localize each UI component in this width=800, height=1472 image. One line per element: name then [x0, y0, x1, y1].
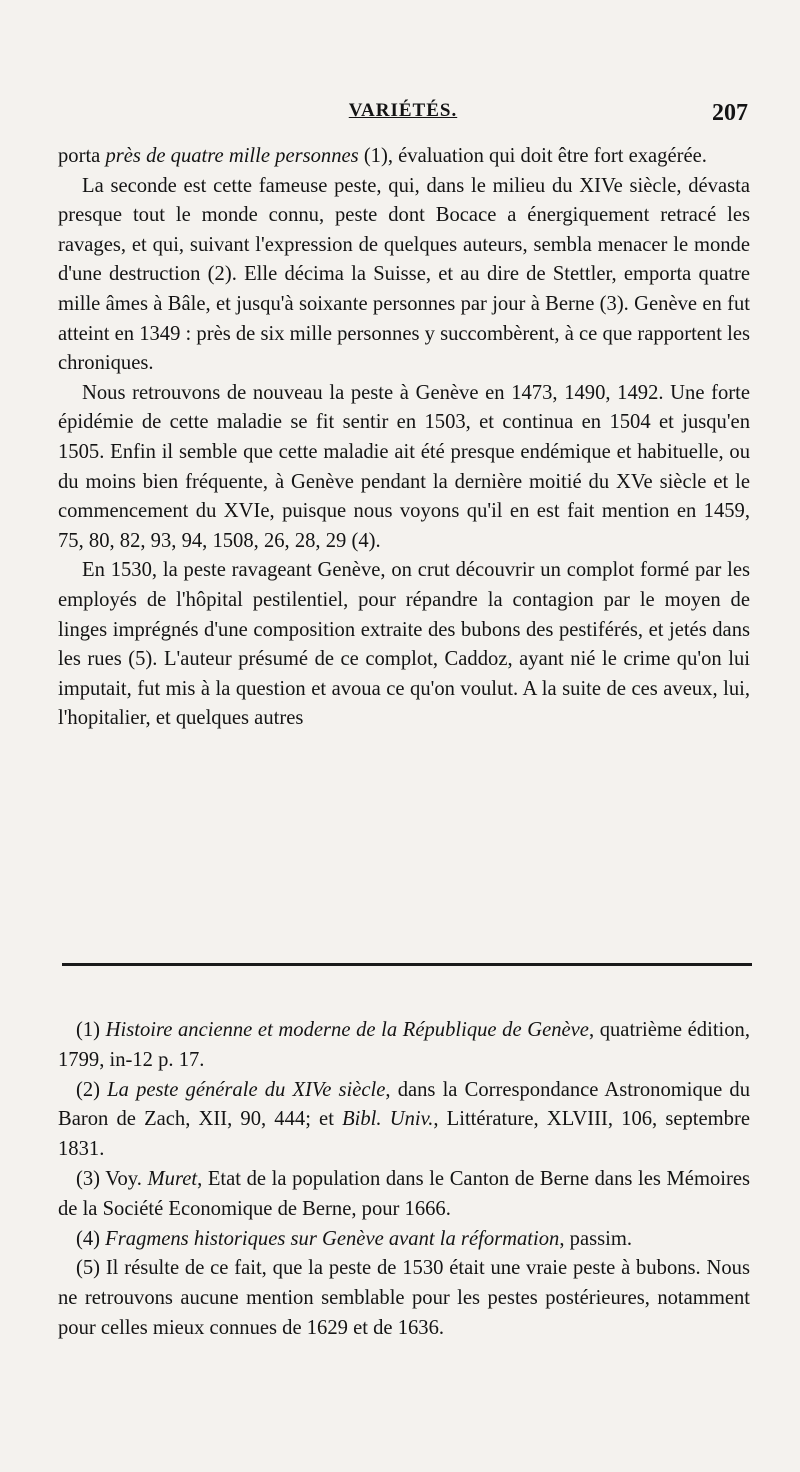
paragraph-1-emphasis: près de quatre mille personnes — [105, 145, 359, 167]
footnote-3-text: , Etat de la population dans le Canton de Berne dans les Mémoires de la Société Economique de Berne, pour 1666. — [58, 1167, 750, 1220]
paragraph-2: La seconde est cette fameuse peste, qui, dans le milieu du XIVe siècle, dévasta presque tout le monde connu, peste dont Bocace a énergiquement retracé les ravages, et qui, suivant l'expression de quelques auteurs, sembla menacer le monde d'une destruction (2). Elle décima la Suisse, et au dire de Stettler, emporta quatre mille âmes à Bâle, et jusqu'à soixante personnes par jour à Berne (3). Genève en fut atteint en 1349 : près de six mille personnes y succombèrent, à ce que rapportent les chroniques. — [58, 174, 750, 375]
footnote-4 — [58, 1225, 750, 1255]
paragraph-4: En 1530, la peste ravageant Genève, on crut découvrir un complot formé par les employés de l'hôpital pestilentiel, pour répandre la contagion par le moyen de linges imprégnés d'une composition extraite des bubons des pestiférés, et jetés dans les rues (5). L'auteur présumé de ce complot, Caddoz, ayant nié le crime qu'on lui imputait, fut mis à la question et avoua ce qu'on voulut. A la suite de ces aveux, lui, l'hopitalier, et quelques autres — [58, 559, 750, 730]
footnote-2-end: , Littérature, XLVIII, 106, septembre 1831. — [58, 1108, 750, 1161]
footnote-2-title-2: Bibl. Univ. — [342, 1108, 434, 1131]
footnote-2-title: La peste générale du XIVe siècle — [107, 1078, 386, 1101]
footnote-4-title: Fragmens historiques sur Genève avant la réformation — [105, 1227, 560, 1250]
footnote-divider — [62, 963, 752, 966]
footnotes — [58, 1016, 750, 1344]
paragraph-1 — [58, 142, 750, 172]
footnote-3-author: Muret — [147, 1167, 198, 1190]
footnote-4-text: , passim. — [559, 1227, 632, 1250]
footnote-1-number: (1) — [76, 1019, 106, 1041]
footnote-1-text: , quatrième édition, 1799, in-12 p. 17. — [58, 1019, 751, 1071]
footnote-1 — [58, 1016, 750, 1076]
footnote-3 — [58, 1165, 750, 1225]
footnote-1-title: Histoire ancienne et moderne de la République de Genève — [105, 1019, 589, 1041]
footnote-2-text: , dans la Correspondance Astronomique du Baron de Zach, XII, 90, 444; et — [58, 1078, 750, 1131]
footnote-2 — [58, 1076, 750, 1165]
paragraph-3: Nous retrouvons de nouveau la peste à Genève en 1473, 1490, 1492. Une forte épidémie de cette maladie se fit sentir en 1503, et continua en 1504 et jusqu'en 1505. Enfin il semble que cette maladie ait été presque endémique et habituelle, ou du moins bien fréquente, à Genève pendant la dernière moitié du XVe siècle et le commencement du XVIe, puisque nous voyons qu'il en est fait mention en 1459, 75, 80, 82, 93, 94, 1508, 26, 28, 29 (4). — [58, 381, 750, 552]
footnote-4-number: (4) — [76, 1227, 106, 1250]
page-number: 207 — [712, 100, 748, 126]
footnote-2-number: (2) — [76, 1078, 108, 1101]
running-head: VARIÉTÉS. — [348, 100, 458, 121]
page-header — [58, 100, 748, 130]
footnote-5: (5) Il résulte de ce fait, que la peste de 1530 était une vraie peste à bubons. Nous ne retrouvons aucune mention semblable pour les pestes postérieures, notamment pour celles mieux connues de 1629 et de 1636. — [58, 1257, 750, 1339]
paragraph-1-end: (1), évaluation qui doit être fort exagérée. — [358, 145, 707, 167]
paragraph-1-start: porta — [58, 145, 106, 167]
main-text — [58, 142, 750, 734]
footnote-3-number: (3) Voy. — [76, 1167, 148, 1190]
